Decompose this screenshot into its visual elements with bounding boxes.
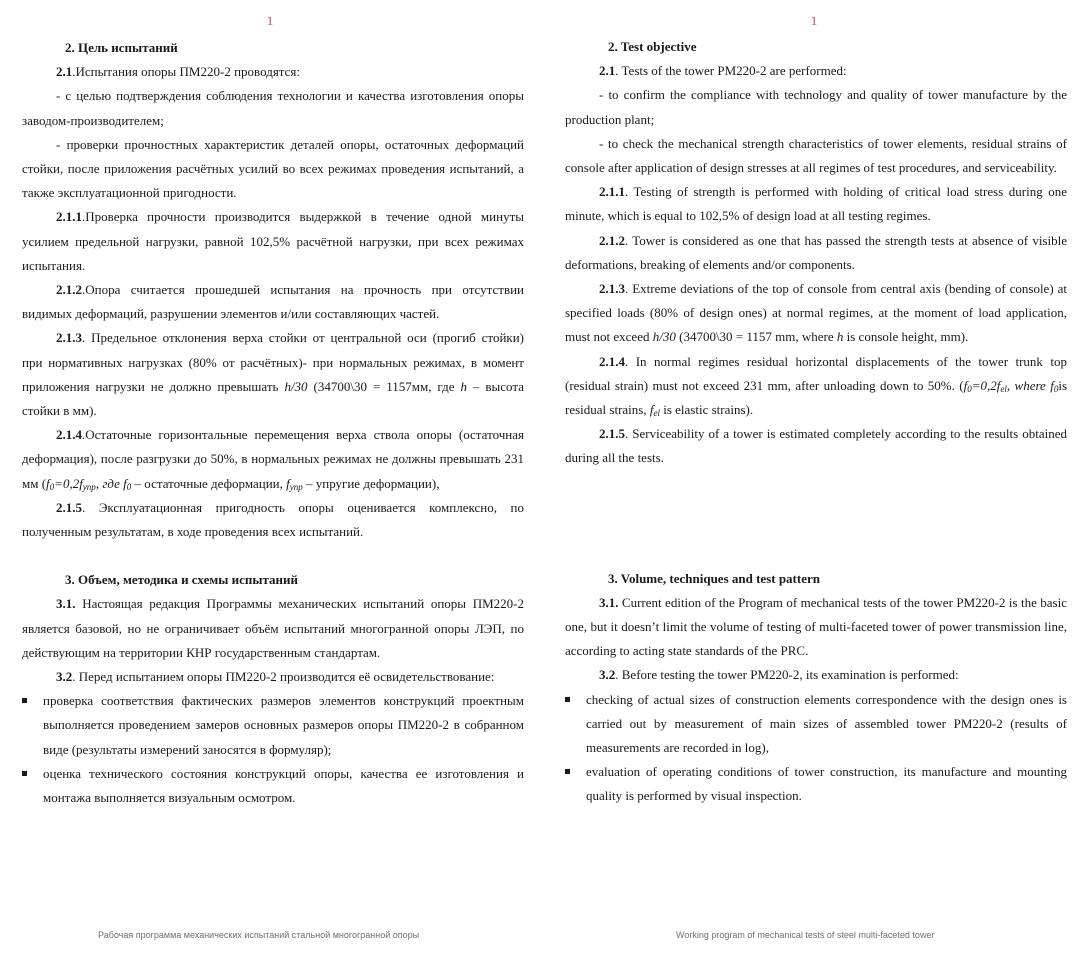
paragraph-3-2 xyxy=(565,663,1067,687)
list-item xyxy=(22,762,524,810)
formula xyxy=(1015,378,1059,393)
clause-number: 2.1.5 xyxy=(599,426,625,442)
formula xyxy=(650,402,660,417)
formula-part: , xyxy=(1006,377,1015,393)
list-item xyxy=(565,760,1067,808)
clause-number: 3.1. xyxy=(56,596,76,612)
page-footer: Working program of mechanical tests of steel multi-faceted tower xyxy=(676,930,935,940)
formula: h/30 xyxy=(284,378,308,394)
formula-subscript: 0 xyxy=(967,383,972,394)
clause-number: 3.1. xyxy=(599,594,619,610)
formula-part: =0,2f xyxy=(971,377,1001,393)
paragraph-2-1-b: - to check the mechanical strength characteristics of tower elements, residual strains of console after application of design stresses at all regimes of test procedures, and serviceability. xyxy=(565,135,1067,176)
list-item-text: checking of actual sizes of construction elements correspondence with the design ones is carried out by measurement of main sizes of assembled tower PM220-2 (results of measurements are recorded in log), xyxy=(586,691,1067,756)
paragraph-text: is residual strains, xyxy=(565,377,1067,418)
formula-subscript: 0 xyxy=(126,481,132,492)
paragraph-text: (34700\30 = 1157 mm, where xyxy=(675,329,837,345)
spacer xyxy=(565,543,1067,567)
symbol-h: h xyxy=(460,378,467,394)
formula-part: where f xyxy=(1014,377,1054,393)
paragraph-text: .Испытания опоры ПМ220-2 проводятся: xyxy=(72,64,300,80)
clause-number: 2.1.5 xyxy=(56,499,82,515)
clause-number: 2.1.1 xyxy=(56,209,82,225)
paragraph-2-1-4 xyxy=(565,350,1067,423)
formula-subscript: 0 xyxy=(1053,383,1059,394)
paragraph-text: – остаточные деформации, xyxy=(131,475,287,491)
formula xyxy=(286,476,303,491)
paragraph-text: . Эксплуатационная пригодность опоры оценивается комплексно, по полученным результатам, в ходе проведения всех испытаний. xyxy=(22,499,524,540)
paragraph-text: . In normal regimes residual horizontal displacements of the tower trunk top (residual strain) must not exceed 231 mm, after unloading down to 50%. ( xyxy=(565,353,1067,393)
spacer xyxy=(565,519,1067,543)
list-item-text: evaluation of operating conditions of tower construction, its manufacture and mounting quality is performed by visual inspection. xyxy=(586,764,1067,804)
paragraph-2-1-2 xyxy=(22,278,524,326)
paragraph-2-1 xyxy=(565,59,1067,83)
paragraph-2-1-b: - проверки прочностных характеристик деталей опоры, остаточных деформаций стойки, после приложения расчётных усилий во всех режимах проведения испытаний, а также эксплуатационной пригодности. xyxy=(22,136,524,201)
russian-text-column xyxy=(22,36,524,810)
paragraph-text: – упругие деформации), xyxy=(302,475,440,491)
formula xyxy=(964,378,1015,393)
paragraph-2-1-1 xyxy=(22,205,524,278)
clause-number: 3.2 xyxy=(56,669,73,685)
formula-subscript: упр xyxy=(82,481,96,492)
paragraph-2-1-5 xyxy=(22,496,524,544)
clause-number: 2.1.1 xyxy=(599,184,625,200)
bullet-icon xyxy=(22,698,27,703)
paragraph-text: is console height, mm). xyxy=(843,329,969,345)
english-page xyxy=(545,0,1090,960)
paragraph-2-1-3 xyxy=(22,326,524,423)
formula-symbol: f xyxy=(46,475,50,491)
formula-symbol: f xyxy=(286,475,290,491)
paragraph-text: . Tests of the tower PM220-2 are performed: xyxy=(615,63,847,79)
section-2-heading: 2. Test objective xyxy=(608,39,697,54)
formula-subscript: el xyxy=(1000,383,1007,394)
clause-number: 2.1.4 xyxy=(599,353,625,369)
clause-number: 2.1.4 xyxy=(56,427,82,443)
clause-number: 2.1.3 xyxy=(56,330,82,346)
paragraph-2-1-a: - to confirm the compliance with technology and quality of tower manufacture by the production plant; xyxy=(565,87,1067,127)
paragraph-2-1-3 xyxy=(565,277,1067,350)
paragraph-text: .Опора считается прошедшей испытания на прочность при отсутствии видимых деформаций, разрушении элементов и/или составляющих частей. xyxy=(22,282,524,322)
paragraph-text: Current edition of the Program of mechanical tests of the tower PM220-2 is the basic one, but it doesn’t limit the volume of testing of multi-faceted tower of power transmission line, according to acting state standards of the PRC. xyxy=(565,594,1067,659)
formula-part: =0,2f xyxy=(54,475,83,491)
paragraph-2-1 xyxy=(22,60,524,84)
paragraph-text: . Before testing the tower PM220-2, its examination is performed: xyxy=(615,667,959,683)
bullet-icon xyxy=(565,697,570,702)
clause-number: 2.1 xyxy=(56,64,73,80)
clause-number: 3.2 xyxy=(599,667,616,683)
symbol-h: h xyxy=(836,329,844,345)
list-item xyxy=(565,688,1067,761)
clause-number: 2.1.2 xyxy=(56,282,82,298)
paragraph-text: . Serviceability of a tower is estimated completely according to the results obtained during all the tests. xyxy=(565,426,1067,466)
paragraph-text: .Проверка прочности производится выдержкой в течение одной минуты усилием предельной нагрузки, равной 102,5% расчётной нагрузки, при всех режимах испытания. xyxy=(22,209,524,273)
paragraph-text: . Testing of strength is performed with holding of critical load stress during one minute, which is equal to 102,5% of design load at all testing regimes. xyxy=(565,184,1067,224)
list-item-text: проверка соответствия фактических размеров элементов конструкций проектным выполняется проведением замеров основных размеров опоры ПМ220-2 в собранном виде (результаты измерений заносятся в формуляр); xyxy=(43,693,524,757)
paragraph-text: is elastic strains). xyxy=(659,402,754,418)
paragraph-2-1-1 xyxy=(565,180,1067,228)
paragraph-3-1 xyxy=(565,591,1067,664)
paragraph-text: Настоящая редакция Программы механических испытаний опоры ПМ220-2 является базовой, но не ограничивает объём испытаний многогранной опоры ЛЭП, по действующим на территории КНР государственным стандартам. xyxy=(22,596,524,660)
paragraph-3-2 xyxy=(22,665,524,689)
formula xyxy=(46,476,131,491)
section-3-heading: 3. Объем, методика и схемы испытаний xyxy=(65,572,299,588)
paragraph-2-1-4 xyxy=(22,423,524,496)
section-2-heading: 2. Цель испытаний xyxy=(65,40,178,55)
paragraph-text: . Extreme deviations of the top of console from central axis (bending of console) at specified loads (80% of design ones) at normal regimes, at the moment of load application, must not exceed xyxy=(565,281,1067,345)
page-number: 1 xyxy=(810,13,818,28)
formula: h/30 xyxy=(652,329,676,345)
bullet-icon xyxy=(22,771,27,776)
formula-symbol: f xyxy=(649,402,654,418)
formula-subscript: el xyxy=(653,408,660,419)
list-item xyxy=(22,689,524,762)
list-item-text: оценка технического состояния конструкций опоры, качества ее изготовления и монтажа выполняется визуальным осмотром. xyxy=(43,765,524,806)
paragraph-text: . Предельное отклонения верха стойки от центральной оси (прогиб стойки) при нормативных нагрузках (80% от расчётных)- при нормальных режимах, в момент приложения нагрузки не должно превышать xyxy=(22,330,524,394)
clause-number: 2.1 xyxy=(599,63,616,79)
paragraph-text: . Перед испытанием опоры ПМ220-2 производится её освидетельствование: xyxy=(72,669,495,685)
page-footer: Рабочая программа механических испытаний стальной многогранной опоры xyxy=(98,930,420,940)
paragraph-3-1 xyxy=(22,592,524,665)
formula-subscript: упр xyxy=(289,481,303,492)
formula-symbol: f xyxy=(963,377,968,393)
english-text-column xyxy=(565,35,1067,809)
paragraph-text: (34700\30 = 1157мм, где xyxy=(307,378,461,394)
paragraph-2-1-5 xyxy=(565,422,1067,470)
spacer xyxy=(565,495,1067,519)
paragraph-2-1-a: - с целью подтверждения соблюдения технологии и качества изготовления опоры заводом-производителем; xyxy=(22,88,524,128)
spacer xyxy=(22,544,524,568)
paragraph-text: . Tower is considered as one that has passed the strength tests at absence of visible deformations, breaking of elements and/or components. xyxy=(565,232,1067,272)
section-3-heading: 3. Volume, techniques and test pattern xyxy=(608,570,820,586)
paragraph-2-1-2 xyxy=(565,229,1067,277)
page-number: 1 xyxy=(266,13,274,28)
clause-number: 2.1.3 xyxy=(599,281,625,297)
formula-part: , где f xyxy=(95,475,127,491)
formula-subscript: 0 xyxy=(49,481,55,492)
bullet-icon xyxy=(565,769,570,774)
spacer xyxy=(565,471,1067,495)
paragraph-text: .Остаточные горизонтальные перемещения верха ствола опоры (остаточная деформация), после разгрузки до 50%, в нормальных режимах не должны превышать 231 мм ( xyxy=(22,427,524,491)
paragraph-text: – высота стойки в мм). xyxy=(22,378,524,419)
clause-number: 2.1.2 xyxy=(599,232,625,248)
